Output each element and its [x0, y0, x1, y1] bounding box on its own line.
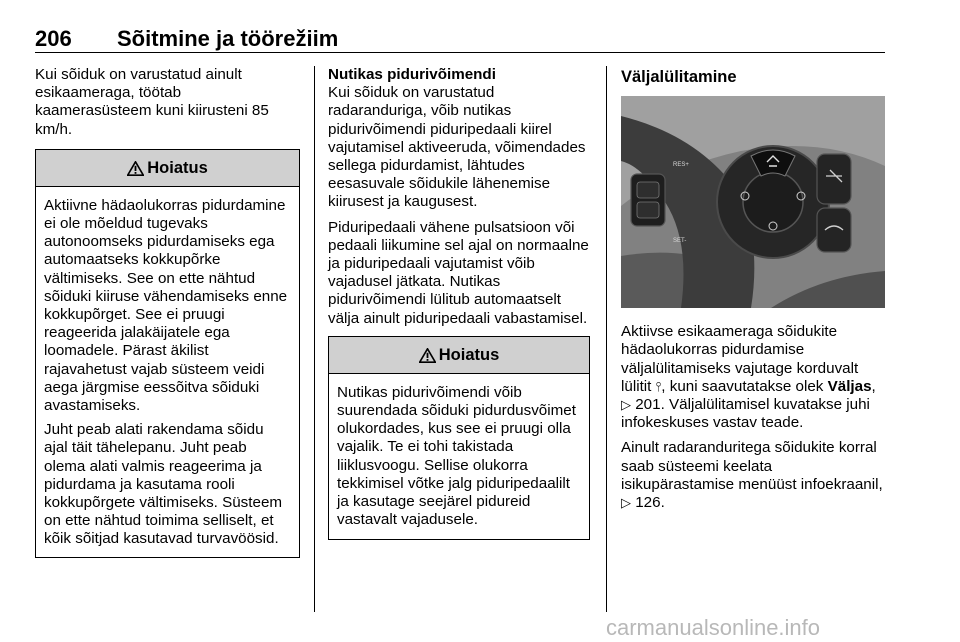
warning-paragraph: Juht peab alati rakendama sõidu ajal täit tähelepanu. Juht peab olema alati valmis reageerima ja pidurdama ja kasutama rooli kokkupõrgete vältimiseks. Süsteem on ette nähtud toimima selliselt, et kõik sõitjad kasutavad turvavöösid.	[44, 421, 283, 548]
page-reference-icon: ▷	[621, 495, 631, 511]
warning-body	[329, 374, 589, 540]
page-number: 206	[35, 26, 72, 51]
svg-text:RES+: RES+	[673, 162, 689, 169]
warning-header	[36, 150, 299, 187]
page-reference-icon: ▷	[621, 397, 631, 413]
warning-triangle-icon	[419, 348, 436, 363]
intro-paragraph: Kui sõiduk on varustatud ainult esikaameraga, töötab kaamerasüsteem kuni kiirusteni 85 km/h.	[35, 66, 269, 138]
warning-title: Hoiatus	[147, 158, 208, 177]
column-divider	[314, 66, 315, 612]
warning-title: Hoiatus	[438, 345, 500, 364]
column-3	[621, 66, 887, 519]
warning-paragraph: Aktiivne hädaolukorras pidurdamine ei ole mõeldud tugevaks autonoomseks pidurdamiseks ega automaatseks kokkupõrke vältimiseks. See on ette nähtud sõiduki kiiruse vähendamiseks enne kokkupõrget. See ei pruugi reageerida jalakäijatele ega loomadele. Pärast äkilist rajavahetust vajab süsteem veidi aega järgmise eessõitva sõiduki avastamiseks.	[44, 196, 288, 415]
section-title: Väljalülitamine	[621, 68, 737, 86]
warning-triangle-icon	[127, 161, 144, 176]
chapter-title: Sõitmine ja töörežiim	[117, 26, 339, 51]
column-2	[328, 66, 590, 540]
warning-header	[329, 337, 589, 374]
section-subheading: Nutikas pidurivõimendi	[328, 66, 496, 83]
state-off-label: Väljas	[827, 377, 872, 395]
warning-paragraph: Nutikas pidurivõimendi võib suurendada sõiduki pidurdusvõimet olukordades, kus see ei pruugi olla vajalik. Te ei tohi takistada liiklusvoogu. Sellise olukorra tekkimisel võtke jalg piduripedaalilt ja kasutage seejärel pidureid vastavalt vajadusele.	[337, 383, 576, 529]
body-paragraph: Piduripedaali vähene pulsatsioon või pedaali liikumine sel ajal on normaalne ja piduripedaali vajutamist võib vajadusel jätkata. Nutikas pidurivõimendi lülitub automaatselt välja ainult piduripedaali vabastamisel.	[328, 218, 589, 327]
column-divider	[606, 66, 607, 612]
body-paragraph: Kui sõiduk on varustatud radaranduriga, võib nutikas pidurivõimendi piduripedaali kiirel vajutamisel aktiveeruda, võimendades sellega pidurdamist, lähtudes eesasuvale sõidukile lähenemise kiirusest ja kaugusest.	[328, 84, 586, 211]
watermark: carmanualsonline.info	[606, 615, 821, 640]
body-paragraph: Aktiivse esikaameraga sõidukite hädaolukorras pidurdamise väljalülitamiseks vajutage korduvalt lülitit ⫯, kuni saavutatakse olek Väljas, ▷ 201. Väljalülitamisel kuvatakse juhi infokeskuses vastav teade.	[621, 323, 876, 432]
collision-switch-icon: ⫯	[655, 378, 662, 394]
warning-box-2	[328, 336, 590, 541]
page-header	[35, 24, 885, 53]
column-1	[35, 66, 300, 558]
warning-body	[36, 187, 299, 557]
warning-box-1	[35, 149, 300, 558]
body-paragraph: Ainult radaranduritega sõidukite korral saab süsteemi keelata isikupärastamise menüüst infoekraanil, ▷ 126.	[621, 439, 883, 512]
steering-wheel-controls-image	[621, 96, 885, 308]
svg-text:SET-: SET-	[673, 238, 687, 245]
